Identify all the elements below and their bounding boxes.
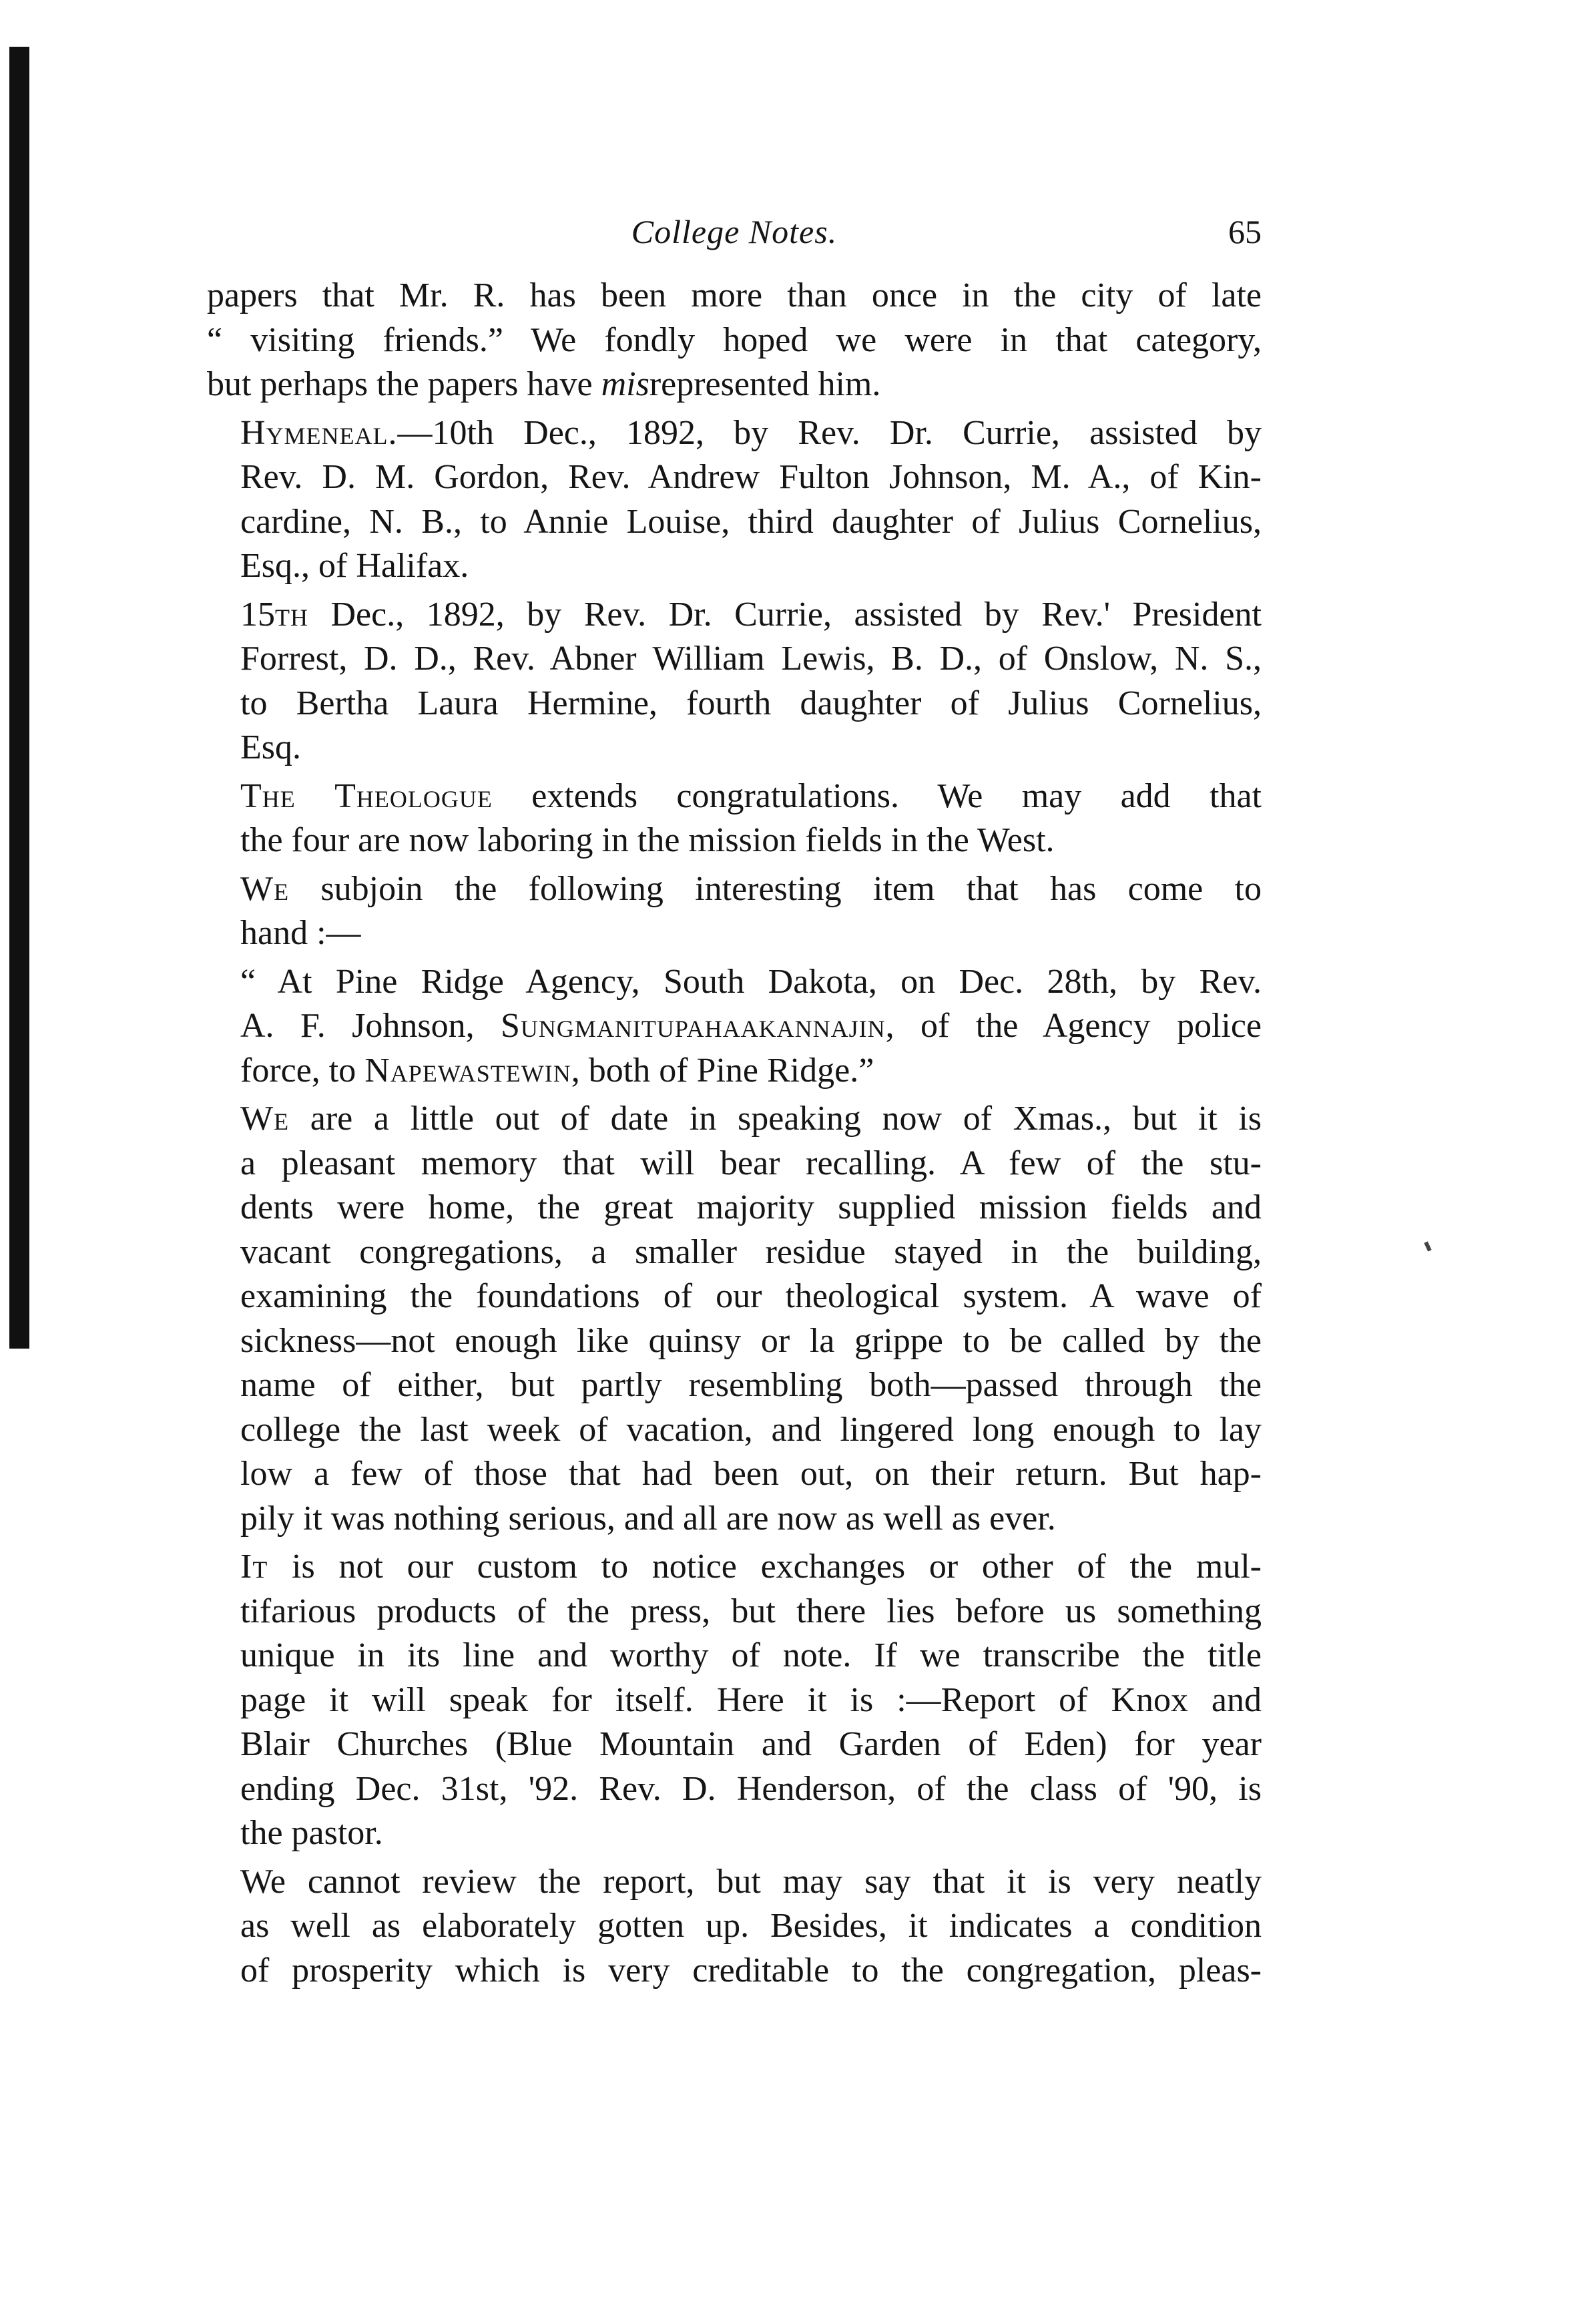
text-line	[207, 1097, 1262, 1142]
paragraph	[207, 411, 1262, 589]
text-line: dents were home, the great majority supplied mission fields and	[240, 1188, 1262, 1226]
text-line	[207, 774, 1262, 819]
text-line: cardine, N. B., to Annie Louise, third daughter of Julius Cornelius,	[240, 502, 1262, 541]
text-line: “ visiting friends.” We fondly hoped we were in that category,	[207, 320, 1262, 359]
running-head	[207, 200, 1262, 274]
text-line	[207, 593, 1262, 638]
italic-text: mis	[601, 365, 649, 403]
paragraph	[207, 774, 1262, 863]
text-span: force, to	[240, 1051, 365, 1090]
text-line	[207, 363, 1262, 407]
text-line: to Bertha Laura Hermine, fourth daughter of Julius Cornelius,	[240, 684, 1262, 722]
text-span: —10th Dec., 1892, by Rev. Dr. Currie, assisted by	[397, 413, 1262, 452]
text-span: but perhaps the papers have	[207, 365, 601, 403]
text-line: unique in its line and worthy of note. If we transcribe the title	[240, 1636, 1262, 1674]
text-line: a pleasant memory that will bear recalling. A few of the stu-	[240, 1144, 1262, 1182]
text-line: the four are now laboring in the mission fields in the West.	[240, 821, 1055, 859]
paragraph	[207, 274, 1262, 407]
text-span: , of the Agency police	[885, 1007, 1262, 1045]
text-span: subjoin the following interesting item that has come to	[289, 869, 1262, 908]
text-line	[207, 1004, 1262, 1049]
text-span: A. F. Johnson,	[240, 1007, 501, 1045]
text-line: hand :—	[240, 914, 361, 952]
text-line: papers that Mr. R. has been more than once in the city of late	[207, 276, 1262, 314]
text-line: vacant congregations, a smaller residue stayed in the building,	[240, 1232, 1262, 1271]
text-line: ending Dec. 31st, '92. Rev. D. Henderson, of the class of '90, is	[240, 1769, 1262, 1808]
text-line	[207, 411, 1262, 456]
text-line: pily it was nothing serious, and all are now as well as ever.	[240, 1499, 1056, 1538]
lead-smallcaps: The Theologue	[240, 776, 493, 815]
text-span: are a little out of date in speaking now of Xmas., but it is	[289, 1100, 1262, 1138]
lead-smallcaps: We	[240, 1100, 290, 1138]
text-line: We cannot review the report, but may say that it is very neatly	[240, 1862, 1262, 1901]
text-line: Blair Churches (Blue Mountain and Garden of Eden) for year	[240, 1725, 1262, 1763]
text-span: Dec., 1892, by Rev. Dr. Currie, assisted by Rev.' President	[308, 595, 1262, 634]
book-page	[207, 200, 1262, 1997]
lead-smallcaps: We	[240, 869, 290, 908]
page-number: 65	[1228, 213, 1262, 250]
lead-smallcaps: th	[275, 595, 308, 634]
text-line: as well as elaborately gotten up. Besides, it indicates a condition	[240, 1907, 1262, 1945]
lead-smallcaps: Hymeneal.	[240, 413, 398, 452]
text-line: “ At Pine Ridge Agency, South Dakota, on Dec. 28th, by Rev.	[240, 962, 1262, 1001]
text-span: , both of Pine Ridge.”	[571, 1051, 874, 1090]
text-line	[207, 1545, 1262, 1590]
text-line: Rev. D. M. Gordon, Rev. Andrew Fulton Johnson, M. A., of Kin-	[240, 458, 1262, 496]
text-line: page it will speak for itself. Here it is :—Report of Knox and	[240, 1680, 1262, 1719]
text-line: college the last week of vacation, and lingered long enough to lay	[240, 1410, 1262, 1449]
running-title: College Notes.	[631, 213, 838, 250]
ink-speck	[1424, 1241, 1431, 1251]
quotation-paragraph	[207, 960, 1262, 1094]
text-line: sickness—not enough like quinsy or la grippe to be called by the	[240, 1321, 1262, 1360]
paragraph	[207, 867, 1262, 956]
text-line	[207, 1049, 1262, 1094]
text-span: 15	[240, 595, 275, 634]
paragraph	[207, 1860, 1262, 1994]
paragraph	[207, 593, 1262, 770]
smallcaps-name: Sungmanitupahaakannajin	[501, 1007, 886, 1045]
text-line: the pastor.	[240, 1814, 383, 1852]
text-span: represented him.	[649, 365, 881, 403]
text-line: tifarious products of the press, but there lies before us something	[240, 1592, 1262, 1630]
text-line: low a few of those that had been out, on their return. But hap-	[240, 1455, 1262, 1493]
smallcaps-name: Napewastewin	[364, 1051, 571, 1090]
paragraph	[207, 1097, 1262, 1541]
text-line: Forrest, D. D., Rev. Abner William Lewis, B. D., of Onslow, N. S.,	[240, 640, 1262, 678]
binding-shadow	[9, 47, 29, 1349]
text-line: name of either, but partly resembling both—passed through the	[240, 1366, 1262, 1404]
body-text	[207, 274, 1262, 1993]
text-line: examining the foundations of our theological system. A wave of	[240, 1277, 1262, 1315]
text-line	[207, 867, 1262, 912]
text-line: Esq., of Halifax.	[240, 547, 469, 585]
text-span: is not our custom to notice exchanges or other of the mul-	[268, 1548, 1262, 1586]
lead-smallcaps: It	[240, 1548, 268, 1586]
text-line: of prosperity which is very creditable to the congregation, pleas-	[240, 1951, 1262, 1990]
text-span: extends congratulations. We may add that	[492, 776, 1262, 815]
text-line: Esq.	[240, 728, 301, 766]
paragraph	[207, 1545, 1262, 1856]
